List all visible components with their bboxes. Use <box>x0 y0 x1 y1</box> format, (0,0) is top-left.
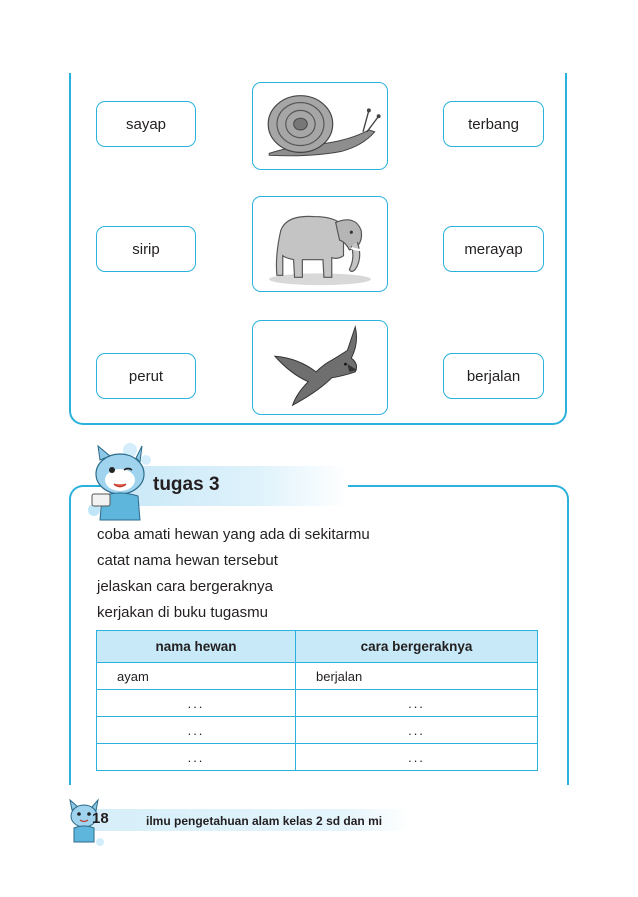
task-title: tugas 3 <box>153 474 220 495</box>
column-header-movement: cara bergeraknya <box>296 631 538 663</box>
word-box-berjalan: berjalan <box>443 353 544 399</box>
elephant-picture <box>252 196 388 292</box>
table-cell: ... <box>296 717 538 744</box>
table-cell: ... <box>97 690 296 717</box>
instruction-line-2: catat nama hewan tersebut <box>97 552 278 569</box>
table-cell: ... <box>97 717 296 744</box>
page-number: 18 <box>92 810 109 827</box>
instruction-line-1: coba amati hewan yang ada di sekitarmu <box>97 526 370 543</box>
snail-picture <box>252 82 388 170</box>
table-row <box>97 690 538 717</box>
book-title: ilmu pengetahuan alam kelas 2 sd dan mi <box>146 814 383 828</box>
snail-illustration <box>253 83 387 169</box>
bird-illustration <box>253 321 387 414</box>
table-row <box>97 744 538 771</box>
elephant-illustration <box>253 197 387 291</box>
table-cell: ayam <box>97 663 296 690</box>
table-row <box>97 663 538 690</box>
animal-movement-table <box>96 630 538 771</box>
word-box-perut: perut <box>96 353 196 399</box>
table-header-row <box>97 631 538 663</box>
column-header-animal-name: nama hewan <box>97 631 296 663</box>
instruction-line-3: jelaskan cara bergeraknya <box>97 578 273 595</box>
word-box-sayap: sayap <box>96 101 196 147</box>
word-box-sirip: sirip <box>96 226 196 272</box>
table-row <box>97 717 538 744</box>
table-cell: ... <box>296 690 538 717</box>
bird-picture <box>252 320 388 415</box>
table-cell: berjalan <box>296 663 538 690</box>
table-cell: ... <box>97 744 296 771</box>
instruction-line-4: kerjakan di buku tugasmu <box>97 604 268 621</box>
cat-mascot-icon <box>80 440 160 524</box>
table-cell: ... <box>296 744 538 771</box>
word-box-terbang: terbang <box>443 101 544 147</box>
word-box-merayap: merayap <box>443 226 544 272</box>
